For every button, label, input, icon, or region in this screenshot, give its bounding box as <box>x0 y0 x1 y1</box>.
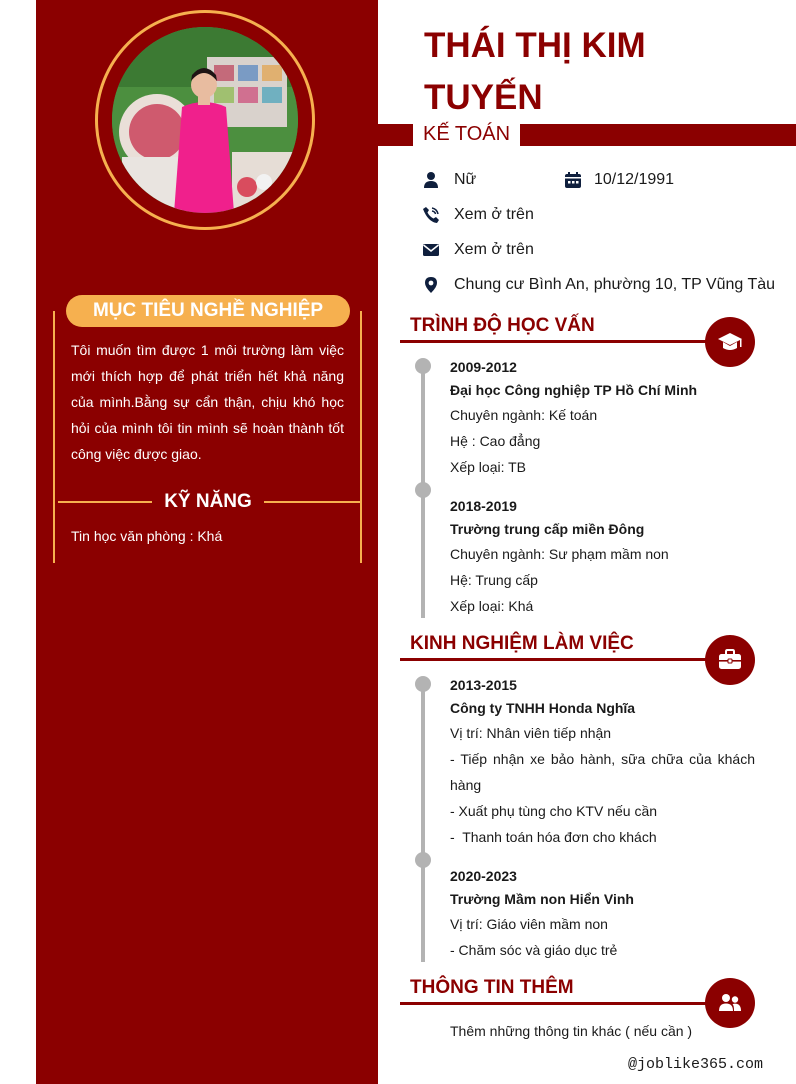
experience-2-years: 2020-2023 <box>450 868 517 884</box>
envelope-icon <box>422 241 440 259</box>
skills-text: Tin học văn phòng : Khá <box>71 528 223 544</box>
education-2-level: Hệ: Trung cấp <box>450 572 538 588</box>
skills-divider-right <box>264 501 360 503</box>
experience-1-position: Vị trí: Nhân viên tiếp nhận <box>450 725 612 741</box>
address-value: Chung cư Bình An, phường 10, TP Vũng Tàu <box>454 276 776 293</box>
experience-title: KINH NGHIỆM LÀM VIỆC <box>410 633 634 654</box>
name-line-2: TUYẾN <box>424 78 543 117</box>
education-2-grade: Xếp loại: Khá <box>450 598 534 614</box>
phone-value: Xem ở trên <box>454 206 534 223</box>
experience-underline <box>400 658 730 661</box>
education-1-school: Đại học Công nghiệp TP Hồ Chí Minh <box>450 382 698 398</box>
experience-1-duty-3: - Thanh toán hóa đơn cho khách <box>450 829 657 845</box>
graduation-cap-icon <box>705 317 755 367</box>
experience-1-duty-1: - Tiếp nhận xe bảo hành, sữa chữa của khách hàng <box>450 751 755 793</box>
users-icon <box>705 978 755 1028</box>
job-title: KẾ TOÁN <box>413 118 520 152</box>
phone-icon <box>422 206 440 224</box>
experience-2-duty-1: - Chăm sóc và giáo dục trẻ <box>450 942 618 958</box>
objective-text: Tôi muốn tìm được 1 môi trường làm việc mới thích hợp để phát triển hết khả năng của mình.Bằng sự cẩn thận, chịu khó học hỏi của mình tôi tin mình sẽ hoàn thành tốt công việc được giao. <box>71 342 344 462</box>
user-icon <box>422 171 440 189</box>
experience-dot-2 <box>415 852 431 868</box>
objective-frame-left <box>53 311 55 563</box>
candidate-name <box>424 20 784 124</box>
skills-divider-left <box>58 501 152 503</box>
experience-1-years: 2013-2015 <box>450 677 517 693</box>
education-dot-1 <box>415 358 431 374</box>
extra-info-underline <box>400 1002 730 1005</box>
gender-value: Nữ <box>454 171 477 188</box>
experience-2-company: Trường Mầm non Hiển Vinh <box>450 891 634 907</box>
profile-photo <box>112 27 298 213</box>
location-pin-icon <box>422 276 440 294</box>
profile-photo-frame <box>95 10 315 230</box>
education-underline <box>400 340 730 343</box>
experience-1-duty-2: - Xuất phụ tùng cho KTV nếu cần <box>450 803 658 819</box>
education-1-grade: Xếp loại: TB <box>450 459 527 475</box>
education-1-major: Chuyên ngành: Kế toán <box>450 407 598 423</box>
education-2-major: Chuyên ngành: Sư phạm mầm non <box>450 546 669 562</box>
calendar-icon <box>564 171 582 189</box>
education-dot-2 <box>415 482 431 498</box>
skills-title: KỸ NĂNG <box>164 491 252 512</box>
watermark: @joblike365.com <box>628 1056 764 1073</box>
objective-frame-right <box>360 311 362 563</box>
education-2-years: 2018-2019 <box>450 498 517 514</box>
experience-timeline <box>421 684 425 962</box>
education-1-years: 2009-2012 <box>450 359 517 375</box>
email-value: Xem ở trên <box>454 241 534 258</box>
experience-dot-1 <box>415 676 431 692</box>
name-line-1: THÁI THỊ KIM <box>424 26 646 65</box>
education-1-level: Hệ : Cao đẳng <box>450 433 541 449</box>
extra-info-title: THÔNG TIN THÊM <box>410 977 574 998</box>
experience-1-company: Công ty TNHH Honda Nghĩa <box>450 700 636 716</box>
birthday-value: 10/12/1991 <box>594 171 675 188</box>
objective-title: MỤC TIÊU NGHỀ NGHIỆP <box>66 295 350 327</box>
extra-info-text: Thêm những thông tin khác ( nếu cần ) <box>450 1023 693 1039</box>
education-2-school: Trường trung cấp miền Đông <box>450 521 645 537</box>
experience-2-position: Vị trí: Giáo viên mầm non <box>450 916 608 932</box>
profile-photo-image <box>112 27 298 213</box>
briefcase-icon <box>705 635 755 685</box>
education-title: TRÌNH ĐỘ HỌC VẤN <box>410 315 595 336</box>
